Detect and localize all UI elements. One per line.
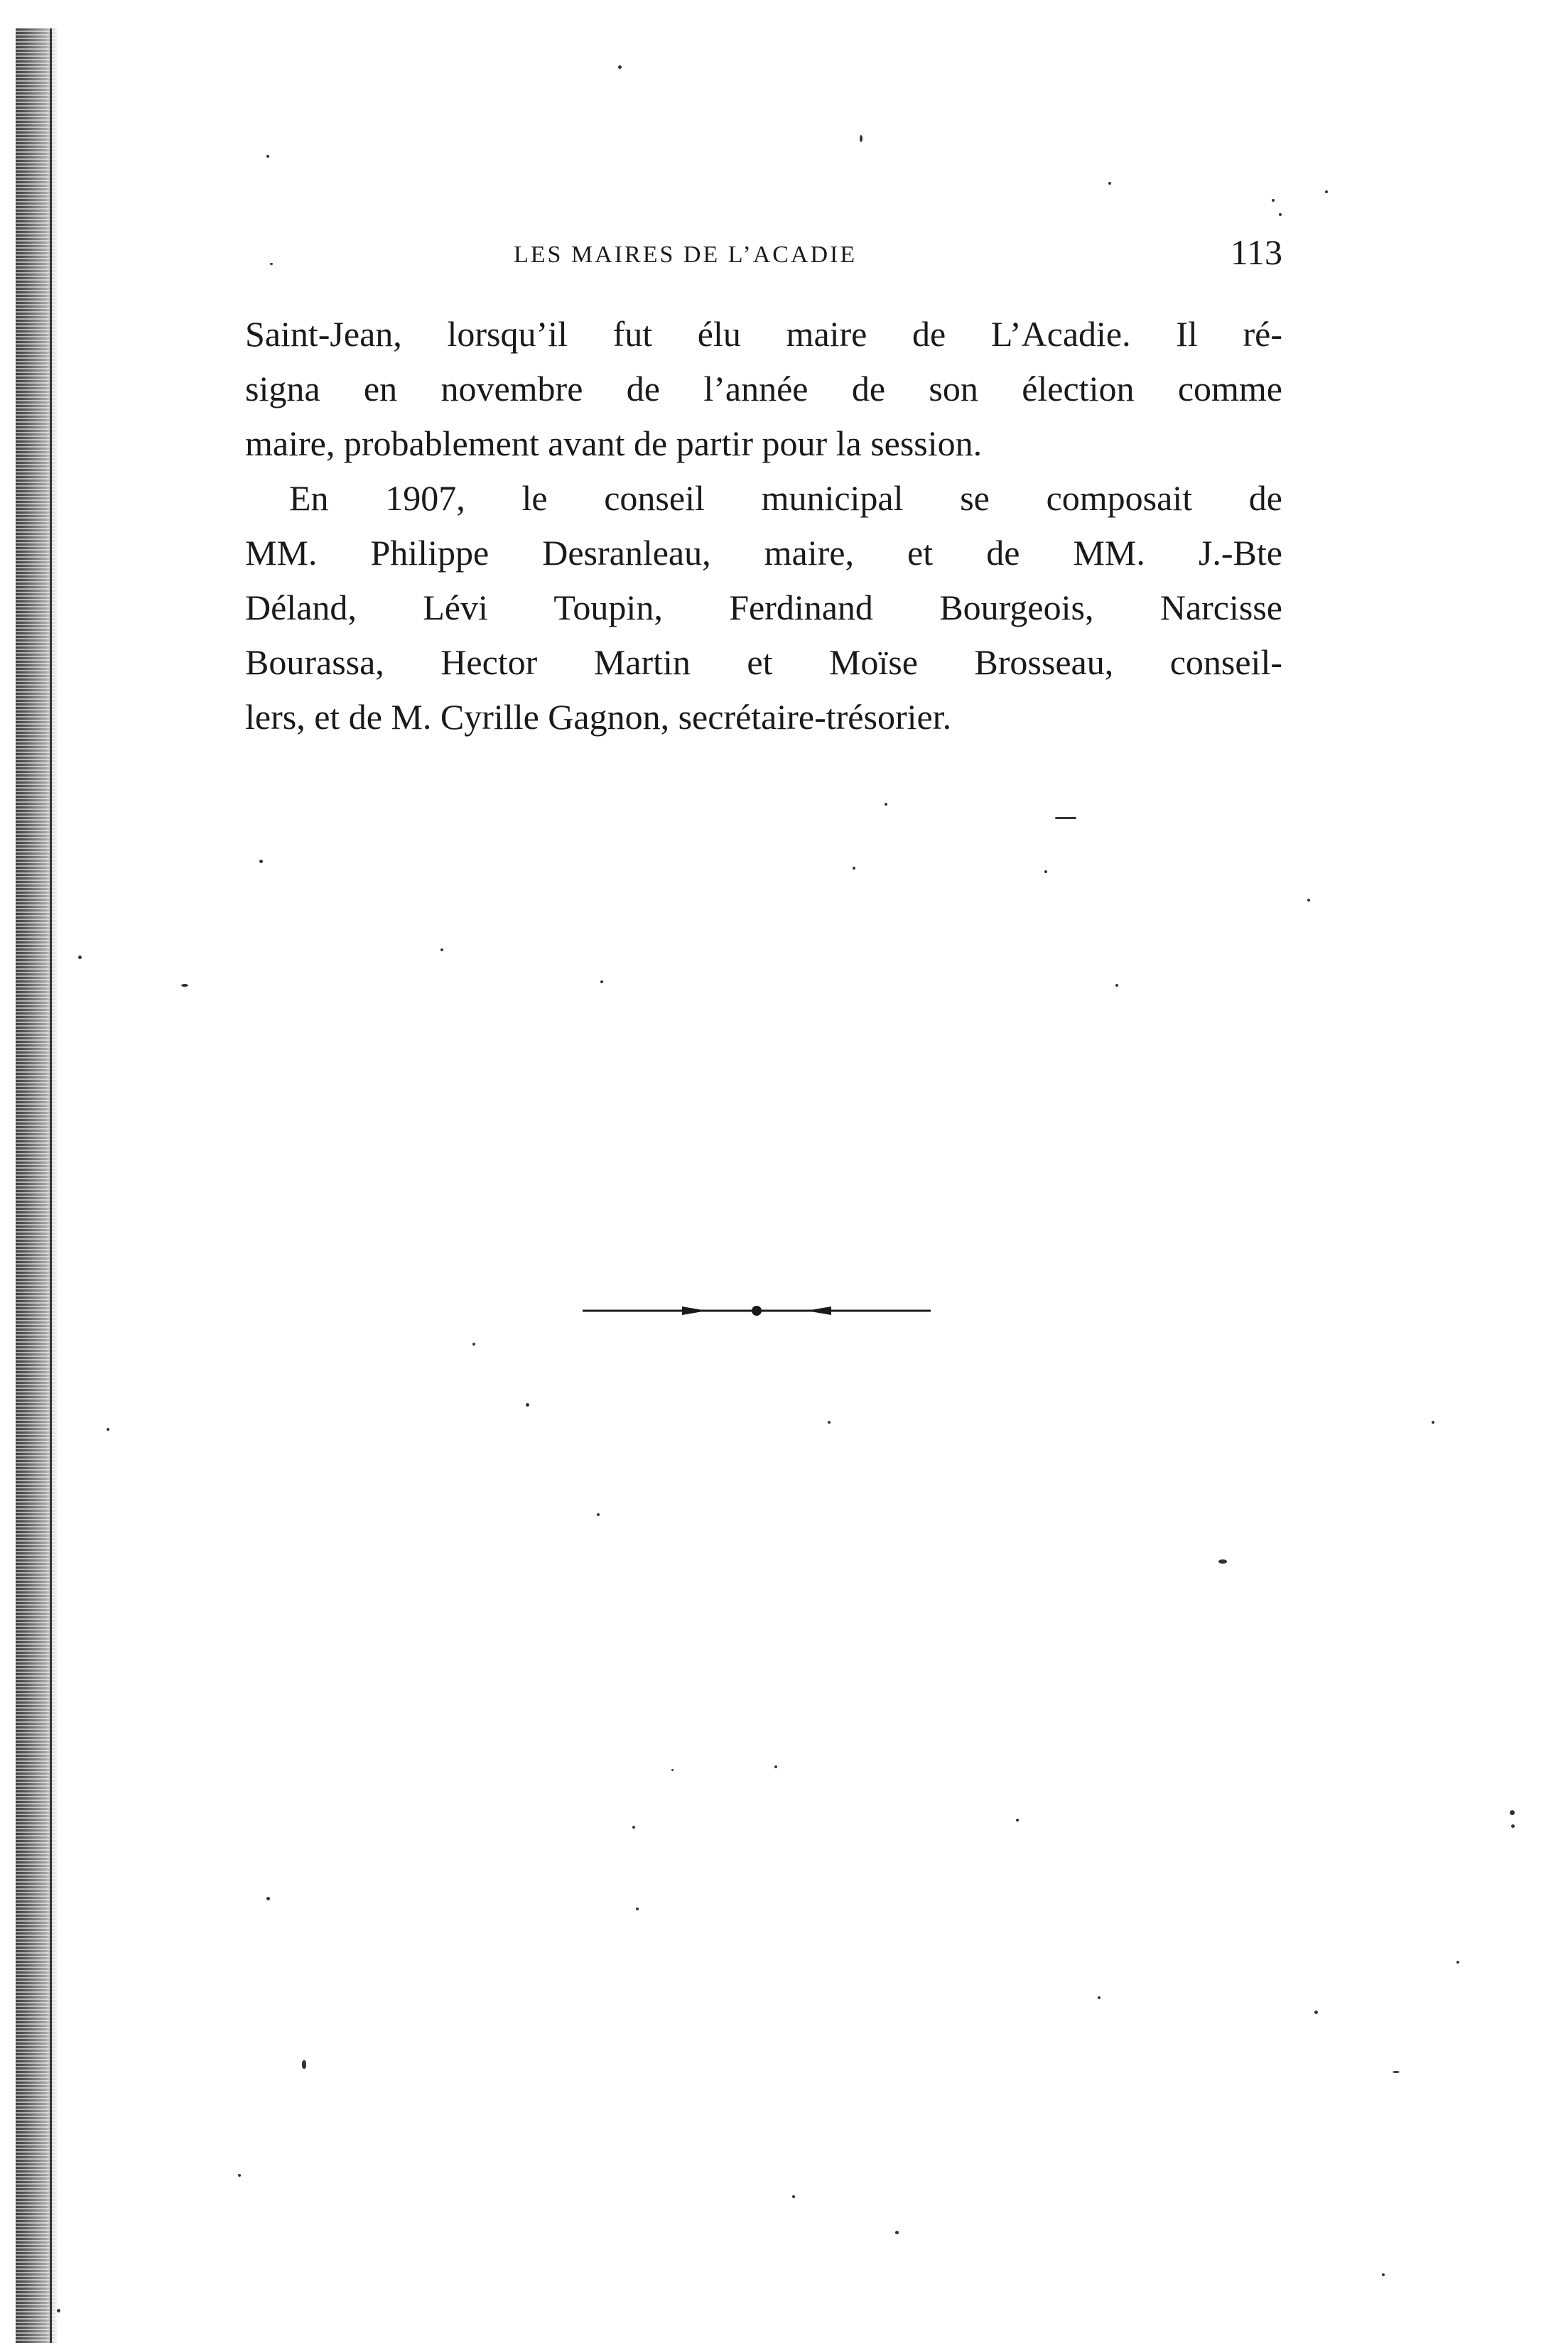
text-line: maire, probablement avant de partir pour la session. xyxy=(245,423,983,463)
text-line: signa en novembre de l’année de son élection comme xyxy=(245,369,1282,408)
scan-speck xyxy=(828,1421,831,1424)
scan-speck xyxy=(78,956,82,959)
paragraph-first-line: En 1907, le conseil municipal se composait de xyxy=(289,478,1282,518)
scan-speck xyxy=(597,1513,600,1516)
scan-speck xyxy=(266,1897,270,1900)
scan-speck xyxy=(266,155,269,158)
scan-speck xyxy=(1044,870,1047,873)
text-line: Saint-Jean, lorsqu’il fut élu maire de L’Acadie. Il ré- xyxy=(245,314,1282,354)
scan-speck xyxy=(895,2231,899,2234)
scan-speck xyxy=(440,948,443,951)
text-line: MM. Philippe Desranleau, maire, et de MM. J.-Bte xyxy=(245,533,1282,573)
arrow-dot-arrow-rule-icon xyxy=(583,1300,931,1321)
scan-speck xyxy=(57,2309,60,2312)
scan-speck xyxy=(636,1908,639,1910)
body-text xyxy=(245,307,1282,745)
scan-speck xyxy=(1272,199,1275,202)
scan-speck xyxy=(238,2174,241,2177)
scan-speck xyxy=(270,263,273,265)
running-title: LES MAIRES DE L’ACADIE xyxy=(514,242,858,268)
scan-speck xyxy=(1307,899,1310,902)
scan-speck xyxy=(853,867,855,870)
scan-speck xyxy=(472,1343,475,1346)
scan-speck xyxy=(860,135,863,142)
scan-speck xyxy=(1098,1996,1101,1999)
text-line: Déland, Lévi Toupin, Ferdinand Bourgeois, Narcisse xyxy=(245,588,1282,627)
scan-speck xyxy=(302,2060,306,2069)
page-number: 113 xyxy=(1230,232,1282,272)
scan-speck xyxy=(774,1765,777,1768)
scan-speck xyxy=(885,803,887,806)
scan-speck xyxy=(1218,1559,1227,1564)
scan-speck xyxy=(1108,182,1111,185)
scan-speck xyxy=(1432,1421,1434,1424)
scan-speck xyxy=(632,1826,635,1829)
scan-speck xyxy=(1382,2273,1385,2276)
scan-speck xyxy=(1325,190,1328,193)
scan-speck xyxy=(1115,984,1118,987)
running-head xyxy=(245,232,1282,274)
scan-speck xyxy=(1393,2071,1400,2073)
scan-speck xyxy=(526,1403,529,1407)
scan-speck xyxy=(1510,1810,1515,1815)
scan-speck xyxy=(1016,1819,1019,1822)
scan-speck xyxy=(181,984,188,987)
scan-speck xyxy=(1456,1961,1459,1964)
text-line: lers, et de M. Cyrille Gagnon, secrétaire-trésorier. xyxy=(245,697,952,737)
scan-speck xyxy=(1279,213,1282,216)
scan-speck xyxy=(1511,1824,1515,1828)
scan-speck xyxy=(618,65,622,69)
text-line: Bourassa, Hector Martin et Moïse Brosseau, conseil- xyxy=(245,642,1282,682)
scan-speck xyxy=(1055,817,1076,819)
scan-speck xyxy=(792,2195,795,2198)
scanned-binding-edge xyxy=(16,28,58,2343)
binding-rule xyxy=(50,28,52,2343)
scan-speck xyxy=(1314,2011,1318,2014)
scan-speck xyxy=(259,860,263,863)
scan-speck xyxy=(671,1769,674,1771)
scan-speck xyxy=(600,980,603,983)
scan-speck xyxy=(107,1428,109,1431)
